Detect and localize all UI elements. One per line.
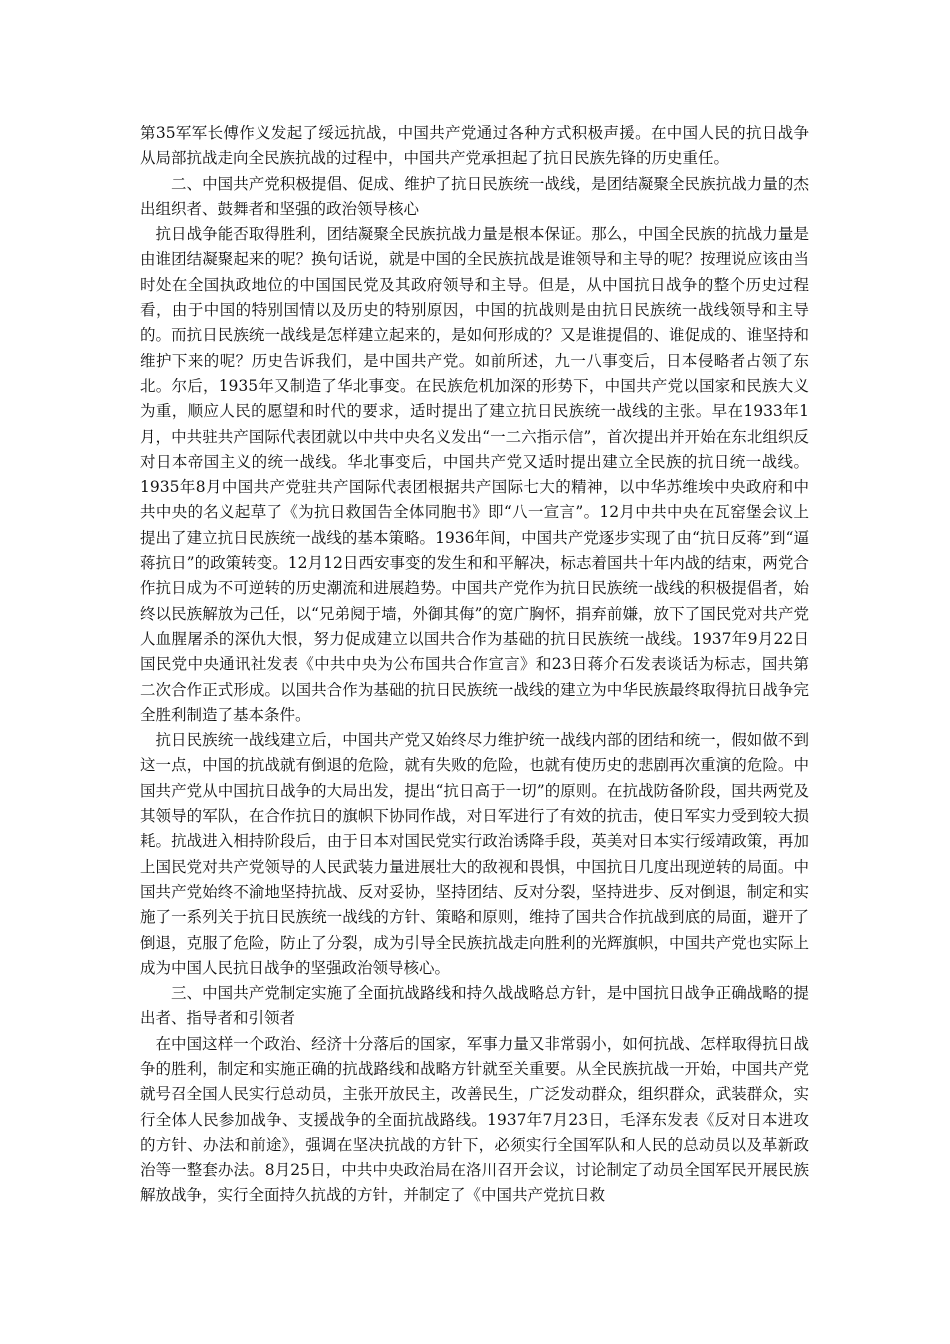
intro-paragraph: 第35军军长傅作义发起了绥远抗战，中国共产党通过各种方式积极声援。在中国人民的抗日战争从局部抗战走向全民族抗战的过程中，中国共产党承担起了抗日民族先锋的历史重任。 [140, 124, 809, 168]
section-2-heading: 二、中国共产党积极提倡、促成、维护了抗日民族统一战线，是团结凝聚全民族抗战力量的杰出组织者、鼓舞者和坚强的政治领导核心 [140, 174, 809, 218]
document-page [140, 121, 809, 1209]
section-3-heading: 三、中国共产党制定实施了全面抗战路线和持久战战略总方针，是中国抗日战争正确战略的提出者、指导者和引领者 [140, 984, 809, 1028]
section-3-paragraph-1: 在中国这样一个政治、经济十分落后的国家，军事力量又非常弱小，如何抗战、怎样取得抗日战争的胜利，制定和实施正确的抗战路线和战略方针就至关重要。从全民族抗战一开始，中国共产党就号召全国人民实行总动员，主张开放民主，改善民生，广泛发动群众，组织群众，武装群众，实行全体人民参加战争、支援战争的全面抗战路线。1937年7月23日，毛泽东发表《反对日本进攻的方针、办法和前途》，强调在坚决抗战的方针下，必须实行全国军队和人民的总动员以及革新政治等一整套办法。8月25日，中共中央政治局在洛川召开会议，讨论制定了动员全国军民开展民族解放战争，实行全面持久抗战的方针，并制定了《中国共产党抗日救 [140, 1034, 809, 1205]
section-2-paragraph-1: 抗日战争能否取得胜利，团结凝聚全民族抗战力量是根本保证。那么，中国全民族的抗战力量是由谁团结凝聚起来的呢？换句话说，就是中国的全民族抗战是谁领导和主导的呢？按理说应该由当时处在全国执政地位的中国国民党及其政府领导和主导。但是，从中国抗日战争的整个历史过程看，由于中国的特别国情以及历史的特别原因，中国的抗战则是由抗日民族统一战线领导和主导的。而抗日民族统一战线是怎样建立起来的，是如何形成的？又是谁提倡的、谁促成的、谁坚持和维护下来的呢？历史告诉我们，是中国共产党。如前所述，九一八事变后，日本侵略者占领了东北。尔后，1935年又制造了华北事变。在民族危机加深的形势下，中国共产党以国家和民族大义为重，顺应人民的愿望和时代的要求，适时提出了建立抗日民族统一战线的主张。早在1933年1月，中共驻共产国际代表团就以中共中央名义发出“一二六指示信”，首次提出并开始在东北组织反对日本帝国主义的统一战线。华北事变后，中国共产党又适时提出建立全民族的抗日统一战线。1935年8月中国共产党驻共产国际代表团根据共产国际七大的精神，以中华苏维埃中央政府和中共中央的名义起草了《为抗日救国告全体同胞书》即“八一宣言”。12月中共中央在瓦窑堡会议上提出了建立抗日民族统一战线的基本策略。1936年间，中国共产党逐步实现了由“抗日反蒋”到“逼蒋抗日”的政策转变。12月12日西安事变的发生和和平解决，标志着国共十年内战的结束，两党合作抗日成为不可逆转的历史潮流和进展趋势。中国共产党作为抗日民族统一战线的积极提倡者，始终以民族解放为己任，以“兄弟阋于墙，外御其侮”的宽广胸怀，捐弃前嫌，放下了国民党对共产党人血腥屠杀的深仇大恨，努力促成建立以国共合作为基础的抗日民族统一战线。1937年9月22日国民党中央通讯社发表《中共中央为公布国共合作宣言》和23日蒋介石发表谈话为标志，国共第二次合作正式形成。以国共合作为基础的抗日民族统一战线的建立为中华民族最终取得抗日战争完全胜利制造了基本条件。 [140, 225, 809, 724]
section-2-paragraph-2: 抗日民族统一战线建立后，中国共产党又始终尽力维护统一战线内部的团结和统一，假如做不到这一点，中国的抗战就有倒退的危险，就有失败的危险，也就有使历史的悲剧再次重演的危险。中国共产党从中国抗日战争的大局出发，提出“抗日高于一切”的原则。在抗战防备阶段，国共两党及其领导的军队，在合作抗日的旗帜下协同作战，对日军进行了有效的抗击，使日军实力受到较大损耗。抗战进入相持阶段后，由于日本对国民党实行政治诱降手段，英美对日本实行绥靖政策，再加上国民党对共产党领导的人民武装力量进展壮大的敌视和畏惧，中国抗日几度出现逆转的局面。中国共产党始终不渝地坚持抗战、反对妥协，坚持团结、反对分裂，坚持进步、反对倒退，制定和实施了一系列关于抗日民族统一战线的方针、策略和原则，维持了国共合作抗战到底的局面，避开了倒退，克服了危险，防止了分裂，成为引导全民族抗战走向胜利的光辉旗帜，中国共产党也实际上成为中国人民抗日战争的坚强政治领导核心。 [140, 731, 809, 977]
